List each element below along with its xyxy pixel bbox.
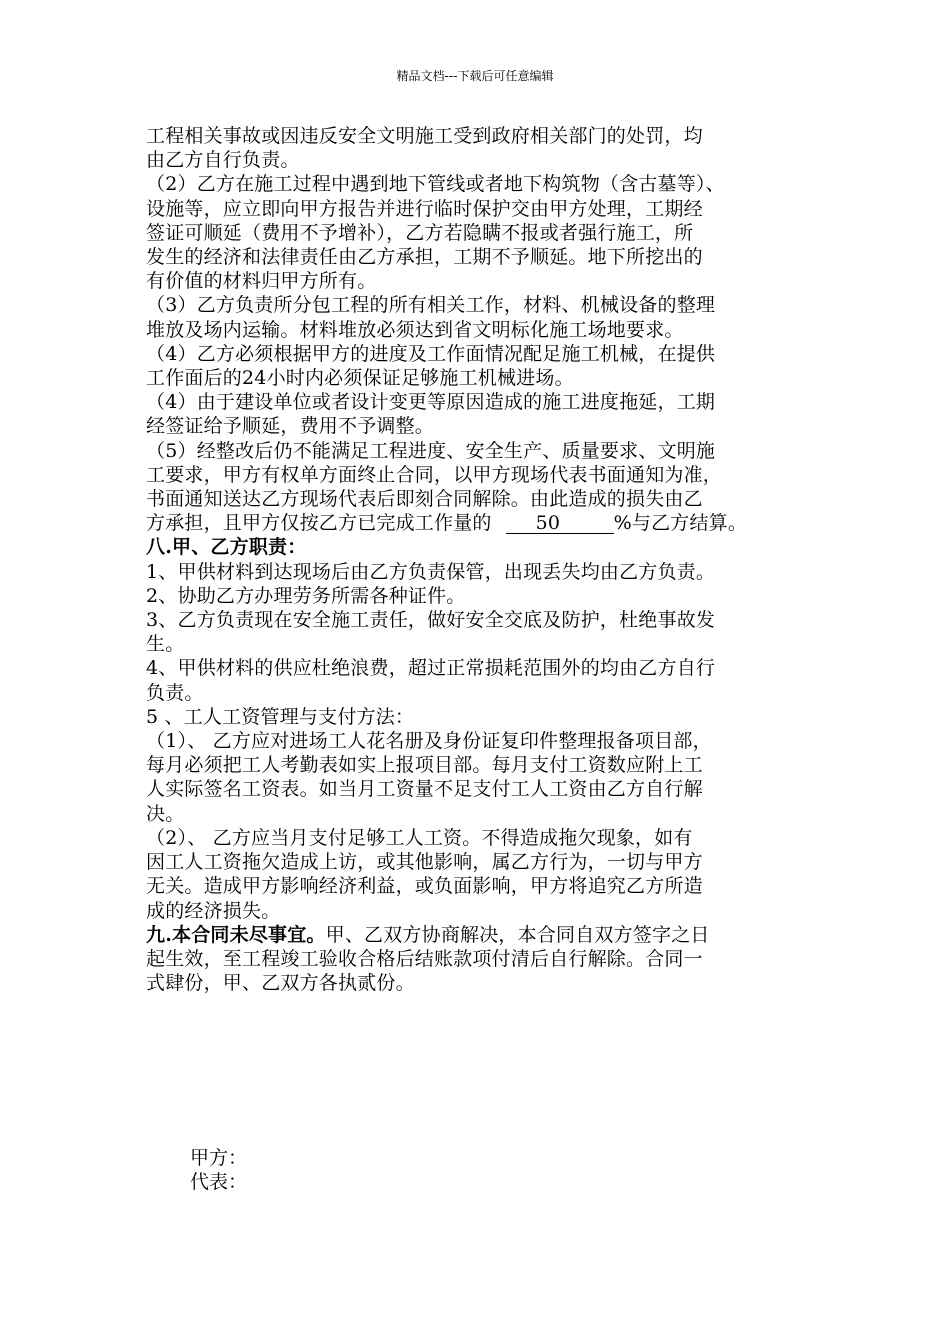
body-line: 签证可顺延（费用不予增补），乙方若隐瞒不报或者强行施工，所 xyxy=(146,221,694,244)
contract-body xyxy=(146,124,816,995)
section-8-line: （1）、 乙方应对进场工人花名册及身份证复印件整理报备项目部， xyxy=(146,730,712,753)
body-line: 工作面后的24小时内必须保证足够施工机械进场。 xyxy=(146,367,574,390)
section-8-title: 八.甲、乙方职责： xyxy=(146,536,307,559)
body-line: 工程相关事故或因违反安全文明施工受到政府相关部门的处罚，均 xyxy=(146,125,703,147)
section-8-line: 因工人工资拖欠造成上访，或其他影响，属乙方行为，一切与甲方 xyxy=(146,851,703,874)
section-8-line: 人实际签名工资表。如当月工资量不足支付工人工资由乙方自行解 xyxy=(146,778,703,801)
body-line: 经签证给予顺延，费用不予调整。 xyxy=(146,415,435,438)
body-line: 由乙方自行负责。 xyxy=(146,149,300,172)
body-line: 有价值的材料归甲方所有。 xyxy=(146,270,377,293)
body-line: 工要求，甲方有权单方面终止合同，以甲方现场代表书面通知为准， xyxy=(146,463,723,486)
settlement-text-end: %与乙方结算。 xyxy=(613,512,748,535)
party-a-signature-label: 甲方： xyxy=(190,1147,248,1169)
section-8-line: 无关。造成甲方影响经济利益，或负面影响，甲方将追究乙方所造 xyxy=(146,875,703,898)
page-header: 精品文档---下载后可任意编辑 xyxy=(396,69,554,83)
settlement-line xyxy=(146,511,816,535)
section-8-line: 生。 xyxy=(146,633,185,656)
section-8-line: 1、甲供材料到达现场后由乙方负责保管，出现丢失均由乙方负责。 xyxy=(146,560,716,583)
body-line: 发生的经济和法律责任由乙方承担，工期不予顺延。地下所挖出的 xyxy=(146,246,703,269)
section-8-line: 5 、工人工资管理与支付方法： xyxy=(146,705,415,728)
body-line: （4）由于建设单位或者设计变更等原因造成的施工进度拖延，工期 xyxy=(146,391,716,414)
body-line: 设施等，应立即向甲方报告并进行临时保护交由甲方处理，工期经 xyxy=(146,197,703,220)
section-8-line: 决。 xyxy=(146,802,185,825)
settlement-text: 方承担，且甲方仅按乙方已完成工作量的 xyxy=(146,512,492,535)
body-line: 书面通知送达乙方现场代表后即刻合同解除。由此造成的损失由乙 xyxy=(146,488,703,511)
section-8-line: 负责。 xyxy=(146,681,204,704)
section-8-line: （2）、 乙方应当月支付足够工人工资。不得造成拖欠现象，如有 xyxy=(146,826,693,849)
settlement-percentage-blank: 50 xyxy=(506,513,614,534)
section-9-text: 甲、乙双方协商解决，本合同自双方签字之日 xyxy=(325,923,710,946)
section-9-line: 起生效，至工程竣工验收合格后结账款项付清后自行解除。合同一 xyxy=(146,947,703,970)
section-9-line: 式肆份，甲、乙双方各执贰份。 xyxy=(146,972,415,995)
section-8-line: 4、甲供材料的供应杜绝浪费，超过正常损耗范围外的均由乙方自行 xyxy=(146,657,716,680)
body-line: （4）乙方必须根据甲方的进度及工作面情况配足施工机械，在提供 xyxy=(146,342,716,365)
section-9-title: 九.本合同未尽事宜。 xyxy=(146,923,326,946)
section-8-line: 2、协助乙方办理劳务所需各种证件。 xyxy=(146,584,466,607)
body-line: （2）乙方在施工过程中遇到地下管线或者地下构筑物（含古墓等）、 xyxy=(146,173,725,196)
body-line: （3）乙方负责所分包工程的所有相关工作，材料、机械设备的整理 xyxy=(146,294,716,317)
section-9-first-line xyxy=(146,923,816,947)
body-line: 堆放及场内运输。材料堆放必须达到省文明标化施工场地要求。 xyxy=(146,318,684,341)
section-8-line: 成的经济损失。 xyxy=(146,899,281,922)
section-8-line: 每月必须把工人考勤表如实上报项目部。每月支付工资数应附上工 xyxy=(146,754,703,777)
representative-signature-label: 代表： xyxy=(190,1171,248,1193)
section-8-line: 3、乙方负责现在安全施工责任，做好安全交底及防护，杜绝事故发 xyxy=(146,609,716,632)
body-line: （5）经整改后仍不能满足工程进度、安全生产、质量要求、文明施 xyxy=(146,439,716,462)
